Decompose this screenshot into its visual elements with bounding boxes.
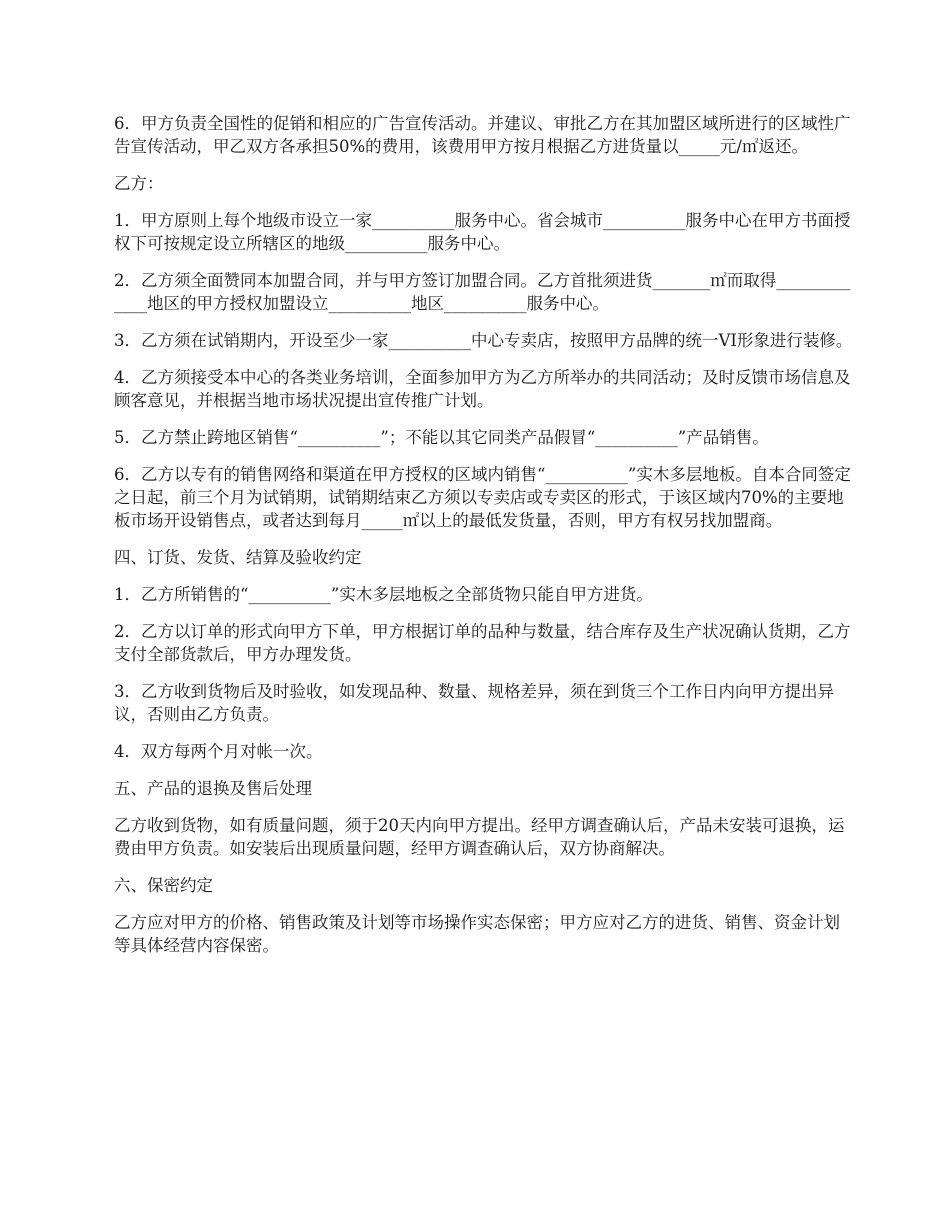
clause-4-4-reconciliation: 4．双方每两个月对帐一次。	[114, 742, 323, 761]
clause-b1-service-center: 1．甲方原则上每个地级市设立一家__________服务中心。省会城市__________服务中心在甲方书面授权下可按规定设立所辖区的地级__________服务中心。	[114, 211, 851, 253]
party-b-heading: 乙方：	[114, 174, 164, 193]
clause-4-1-supply: 1．乙方所销售的“__________”实木多层地板之全部货物只能自甲方进货。	[114, 585, 653, 604]
section-4-heading: 四、订货、发货、结算及验收约定	[114, 548, 362, 567]
clause-b4-training: 4．乙方须接受本中心的各类业务培训，全面参加甲方为乙方所举办的共同活动；及时反馈市场信息及顾客意见，并根据当地市场状况提出宣传推广计划。	[114, 368, 851, 410]
clause-4-2-ordering: 2．乙方以订单的形式向甲方下单，甲方根据订单的品种与数量，结合库存及生产状况确认货期，乙方支付全部货款后，甲方办理发货。	[114, 622, 851, 664]
clause-5-returns: 乙方收到货物，如有质量问题，须于20天内向甲方提出。经甲方调查确认后，产品未安装可退换，运费由甲方负责。如安装后出现质量问题，经甲方调查确认后，双方协商解决。	[114, 816, 845, 858]
clause-b3-store: 3．乙方须在试销期内，开设至少一家__________中心专卖店，按照甲方品牌的统一VI形象进行装修。	[114, 331, 853, 350]
clause-b2-initial-order: 2．乙方须全面赞同本加盟合同，并与甲方签订加盟合同。乙方首批须进货_______㎡而取得_____________地区的甲方授权加盟设立__________地区__________服务中心。	[114, 271, 851, 313]
section-6-heading: 六、保密约定	[114, 876, 213, 895]
clause-b5-cross-region: 5．乙方禁止跨地区销售“__________”；不能以其它同类产品假冒“__________”产品销售。	[114, 428, 769, 447]
clause-6-confidentiality: 乙方应对甲方的价格、销售政策及计划等市场操作实态保密；甲方应对乙方的进货、销售、资金计划等具体经营内容保密。	[114, 913, 840, 955]
section-5-heading: 五、产品的退换及售后处理	[114, 779, 312, 798]
clause-a6-advertising: 6．甲方负责全国性的促销和相应的广告宣传活动。并建议、审批乙方在其加盟区域所进行的区域性广告宣传活动，甲乙双方各承担50%的费用，该费用甲方按月根据乙方进货量以_____元/㎡返还。	[114, 114, 851, 156]
clause-4-3-inspection: 3．乙方收到货物后及时验收，如发现品种、数量、规格差异，须在到货三个工作日内向甲方提出异议，否则由乙方负责。	[114, 682, 834, 724]
clause-b6-trial-period: 6．乙方以专有的销售网络和渠道在甲方授权的区域内销售“__________”实木多层地板。自本合同签定之日起，前三个月为试销期，试销期结束乙方须以专卖店或专卖区的形式，于该区域内70%的主要地板市场开设销售点，或者达到每月_____㎡以上的最低发货量，否则，甲方有权另找加盟商。	[114, 465, 851, 530]
document-page	[114, 112, 854, 971]
